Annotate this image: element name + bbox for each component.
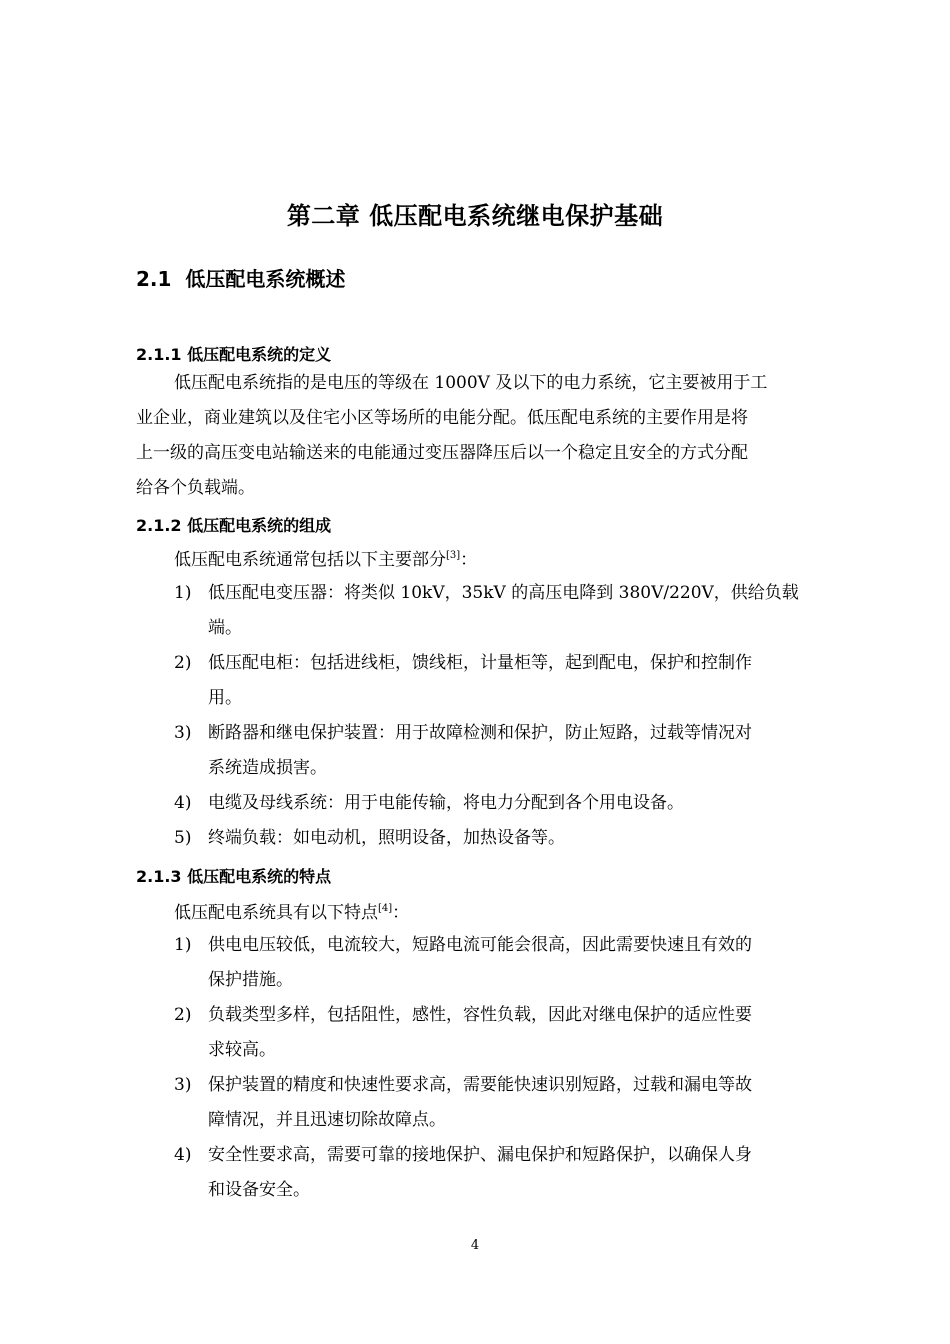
list-number: 1) xyxy=(174,583,192,603)
list-number: 3) xyxy=(174,723,192,743)
intro-punct: ： xyxy=(392,903,410,923)
paragraph-line: 低压配电系统指的是电压的等级在 1000V 及以下的电力系统，它主要被用于工 xyxy=(174,373,768,393)
subsection-heading-2-1-3: 2.1.3 低压配电系统的特点 xyxy=(136,867,332,886)
list-item-line: 电缆及母线系统：用于电能传输，将电力分配到各个用电设备。 xyxy=(208,793,684,813)
list-item-line: 安全性要求高，需要可靠的接地保护、漏电保护和短路保护，以确保人身 xyxy=(208,1145,752,1165)
intro-text: 低压配电系统通常包括以下主要部分 xyxy=(174,550,446,570)
list-item-line: 低压配电变压器：将类似 10kV，35kV 的高压电降到 380V/220V，供给负载 xyxy=(208,583,799,603)
paragraph-line: 给各个负载端。 xyxy=(136,478,255,498)
list-number: 2) xyxy=(174,1005,192,1025)
list-number: 5) xyxy=(174,828,192,848)
list-item-line: 保护措施。 xyxy=(208,970,293,990)
intro-text: 低压配电系统具有以下特点 xyxy=(174,903,378,923)
page-number: 4 xyxy=(470,1238,480,1253)
list-item-line: 终端负载：如电动机，照明设备，加热设备等。 xyxy=(208,828,565,848)
paragraph-intro xyxy=(174,898,409,924)
paragraph-line: 业企业，商业建筑以及住宅小区等场所的电能分配。低压配电系统的主要作用是将 xyxy=(136,408,748,428)
intro-punct: ： xyxy=(460,550,478,570)
subsection-heading-2-1-2: 2.1.2 低压配电系统的组成 xyxy=(136,516,332,535)
list-number: 4) xyxy=(174,1145,192,1165)
list-item-line: 用。 xyxy=(208,688,242,708)
list-number: 4) xyxy=(174,793,192,813)
section-heading xyxy=(136,263,345,292)
list-item-line: 保护装置的精度和快速性要求高，需要能快速识别短路，过载和漏电等故 xyxy=(208,1075,752,1095)
list-item-line: 障情况，并且迅速切除故障点。 xyxy=(208,1110,446,1130)
list-item-line: 端。 xyxy=(208,618,242,638)
list-item-line: 供电电压较低，电流较大，短路电流可能会很高，因此需要快速且有效的 xyxy=(208,935,752,955)
list-item-line: 求较高。 xyxy=(208,1040,276,1060)
list-item-line: 负载类型多样，包括阻性，感性，容性负载，因此对继电保护的适应性要 xyxy=(208,1005,752,1025)
citation-ref: [4] xyxy=(378,903,393,914)
section-title: 低压配电系统概述 xyxy=(185,267,346,291)
list-number: 1) xyxy=(174,935,192,955)
list-item-line: 断路器和继电保护装置：用于故障检测和保护，防止短路，过载等情况对 xyxy=(208,723,752,743)
subsection-heading-2-1-1: 2.1.1 低压配电系统的定义 xyxy=(136,345,332,364)
citation-ref: [3] xyxy=(446,550,461,561)
section-number: 2.1 xyxy=(136,267,172,291)
list-number: 3) xyxy=(174,1075,192,1095)
chapter-title: 第二章 低压配电系统继电保护基础 xyxy=(286,202,664,230)
paragraph-intro xyxy=(174,545,477,571)
list-item-line: 和设备安全。 xyxy=(208,1180,310,1200)
list-item-line: 系统造成损害。 xyxy=(208,758,327,778)
list-number: 2) xyxy=(174,653,192,673)
list-item-line: 低压配电柜：包括进线柜，馈线柜，计量柜等，起到配电，保护和控制作 xyxy=(208,653,752,673)
paragraph-line: 上一级的高压变电站输送来的电能通过变压器降压后以一个稳定且安全的方式分配 xyxy=(136,443,748,463)
